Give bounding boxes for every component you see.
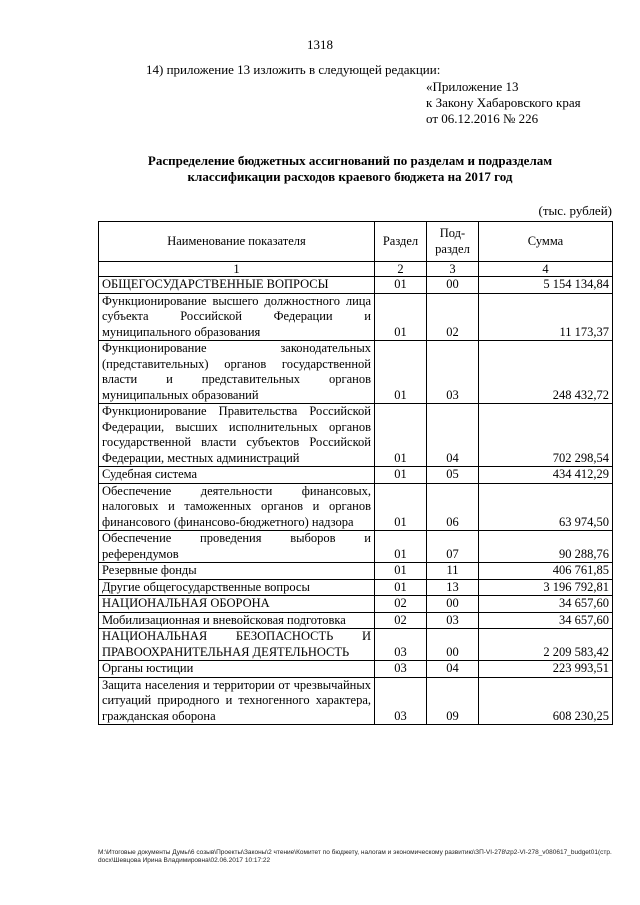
- header-subsection: Под- раздел: [427, 222, 479, 262]
- row-subsection: 04: [427, 404, 479, 467]
- row-sum: 11 173,37: [479, 293, 613, 341]
- title-line-2: классификации расходов краевого бюджета на 2017 год: [187, 169, 513, 184]
- row-name: Другие общегосударственные вопросы: [99, 579, 375, 596]
- appendix-line-1: «Приложение 13: [426, 79, 519, 94]
- row-subsection: 03: [427, 612, 479, 629]
- document-title: [60, 153, 640, 185]
- col-number-1: 1: [99, 262, 375, 277]
- table-row: [99, 483, 613, 531]
- row-section: 01: [375, 467, 427, 484]
- row-sum: 2 209 583,42: [479, 629, 613, 661]
- row-name: Резервные фонды: [99, 563, 375, 580]
- footer-file-path: M:\Итоговые документы Думы\6 созыв\Проекты\Законы\2 чтение\Комитет по бюджету, налогам и экономическому развитию\ЗП-VI-278\zp2-VI-278_v080617_budget01(стр. docx\Шевцова Ирина Владимировна\02.06.2017 10:17:22: [98, 849, 612, 864]
- row-name: НАЦИОНАЛЬНАЯ ОБОРОНА: [99, 596, 375, 613]
- row-section: 01: [375, 579, 427, 596]
- table-row: [99, 563, 613, 580]
- row-section: 01: [375, 341, 427, 404]
- row-name: ОБЩЕГОСУДАРСТВЕННЫЕ ВОПРОСЫ: [99, 277, 375, 294]
- table-row: [99, 596, 613, 613]
- appendix-reference: [426, 79, 581, 127]
- row-sum: 3 196 792,81: [479, 579, 613, 596]
- row-subsection: 07: [427, 531, 479, 563]
- col-number-3: 3: [427, 262, 479, 277]
- row-subsection: 00: [427, 596, 479, 613]
- row-section: 02: [375, 596, 427, 613]
- row-sum: 34 657,60: [479, 612, 613, 629]
- row-sum: 406 761,85: [479, 563, 613, 580]
- header-name: Наименование показателя: [99, 222, 375, 262]
- row-section: 01: [375, 277, 427, 294]
- row-section: 01: [375, 531, 427, 563]
- header-sum: Сумма: [479, 222, 613, 262]
- title-line-1: Распределение бюджетных ассигнований по разделам и подразделам: [147, 153, 553, 168]
- table-row: [99, 579, 613, 596]
- table-row: [99, 404, 613, 467]
- table-row: [99, 661, 613, 678]
- row-name: НАЦИОНАЛЬНАЯ БЕЗОПАСНОСТЬ И ПРАВООХРАНИТЕЛЬНАЯ ДЕЯТЕЛЬНОСТЬ: [99, 629, 375, 661]
- row-subsection: 13: [427, 579, 479, 596]
- unit-label: (тыс. рублей): [538, 203, 612, 218]
- row-subsection: 11: [427, 563, 479, 580]
- row-sum: 90 288,76: [479, 531, 613, 563]
- row-section: 02: [375, 612, 427, 629]
- row-section: 03: [375, 661, 427, 678]
- page-number: 1318: [307, 37, 333, 52]
- table-row: [99, 341, 613, 404]
- row-section: 01: [375, 293, 427, 341]
- header-section: Раздел: [375, 222, 427, 262]
- table-row: [99, 293, 613, 341]
- column-number-row: [99, 262, 613, 277]
- table-row: [99, 677, 613, 725]
- row-section: 01: [375, 404, 427, 467]
- row-sum: 5 154 134,84: [479, 277, 613, 294]
- row-sum: 702 298,54: [479, 404, 613, 467]
- row-sum: 223 993,51: [479, 661, 613, 678]
- row-subsection: 04: [427, 661, 479, 678]
- col-number-2: 2: [375, 262, 427, 277]
- row-name: Обеспечение деятельности финансовых, налоговых и таможенных органов и органов финансового (финансово-бюджетного) надзора: [99, 483, 375, 531]
- row-subsection: 00: [427, 629, 479, 661]
- table-header-row: [99, 222, 613, 262]
- appendix-line-2: к Закону Хабаровского края: [426, 95, 581, 110]
- row-sum: 608 230,25: [479, 677, 613, 725]
- row-name: Мобилизационная и вневойсковая подготовка: [99, 612, 375, 629]
- table-row: [99, 277, 613, 294]
- row-section: 01: [375, 483, 427, 531]
- row-subsection: 09: [427, 677, 479, 725]
- row-name: Судебная система: [99, 467, 375, 484]
- row-sum: 63 974,50: [479, 483, 613, 531]
- table-body: [99, 277, 613, 725]
- table-row: [99, 531, 613, 563]
- row-name: Функционирование высшего должностного лица субъекта Российской Федерации и муниципального образования: [99, 293, 375, 341]
- row-name: Органы юстиции: [99, 661, 375, 678]
- row-subsection: 05: [427, 467, 479, 484]
- row-sum: 248 432,72: [479, 341, 613, 404]
- intro-line: 14) приложение 13 изложить в следующей редакции:: [146, 62, 441, 77]
- row-sum: 434 412,29: [479, 467, 613, 484]
- row-section: 01: [375, 563, 427, 580]
- row-subsection: 02: [427, 293, 479, 341]
- appendix-line-3: от 06.12.2016 № 226: [426, 111, 539, 126]
- row-section: 03: [375, 677, 427, 725]
- row-name: Обеспечение проведения выборов и референдумов: [99, 531, 375, 563]
- row-name: Функционирование законодательных (представительных) органов государственной власти и представительных органов муниципальных образований: [99, 341, 375, 404]
- row-sum: 34 657,60: [479, 596, 613, 613]
- row-name: Функционирование Правительства Российской Федерации, высших исполнительных органов государственной власти субъектов Российской Федерации, местных администраций: [99, 404, 375, 467]
- row-subsection: 06: [427, 483, 479, 531]
- row-subsection: 00: [427, 277, 479, 294]
- row-section: 03: [375, 629, 427, 661]
- table-row: [99, 629, 613, 661]
- row-subsection: 03: [427, 341, 479, 404]
- col-number-4: 4: [479, 262, 613, 277]
- table-row: [99, 612, 613, 629]
- table-row: [99, 467, 613, 484]
- row-name: Защита населения и территории от чрезвычайных ситуаций природного и техногенного характера, гражданская оборона: [99, 677, 375, 725]
- budget-table: [98, 221, 613, 725]
